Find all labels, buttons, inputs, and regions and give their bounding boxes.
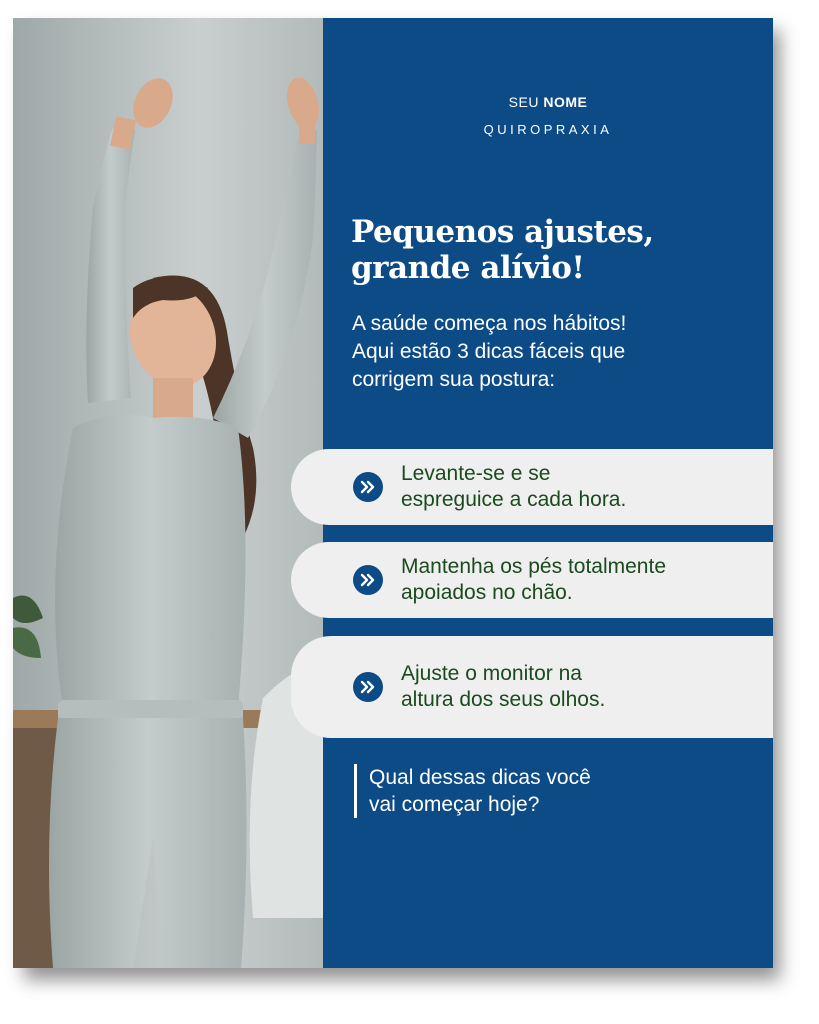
brand-subtitle: QUIROPRAXIA — [483, 122, 613, 137]
double-chevron-right-icon — [353, 472, 383, 502]
post-card — [13, 18, 773, 968]
closing-question: Qual dessas dicas você vai começar hoje? — [354, 764, 591, 818]
brand-name-prefix: SEU — [508, 94, 539, 110]
headline: Pequenos ajustes, grande alívio! — [351, 214, 654, 286]
tip-item — [291, 636, 773, 738]
brand-name-bold: NOME — [543, 94, 588, 110]
double-chevron-right-icon — [353, 565, 383, 595]
double-chevron-right-icon — [353, 672, 383, 702]
tip-item — [291, 449, 773, 525]
tip-item — [291, 542, 773, 618]
tip-text: Mantenha os pés totalmente apoiados no chão. — [401, 555, 667, 604]
tip-text: Ajuste o monitor na altura dos seus olhos. — [401, 662, 606, 711]
tip-text: Levante-se e se espreguice a cada hora. — [401, 462, 627, 511]
intro-text: A saúde começa nos hábitos! Aqui estão 3 dicas fáceis que corrigem sua postura: — [352, 312, 627, 391]
brand-name — [323, 94, 773, 110]
woman-stretching-photo — [13, 18, 323, 968]
brand-block — [323, 94, 773, 137]
